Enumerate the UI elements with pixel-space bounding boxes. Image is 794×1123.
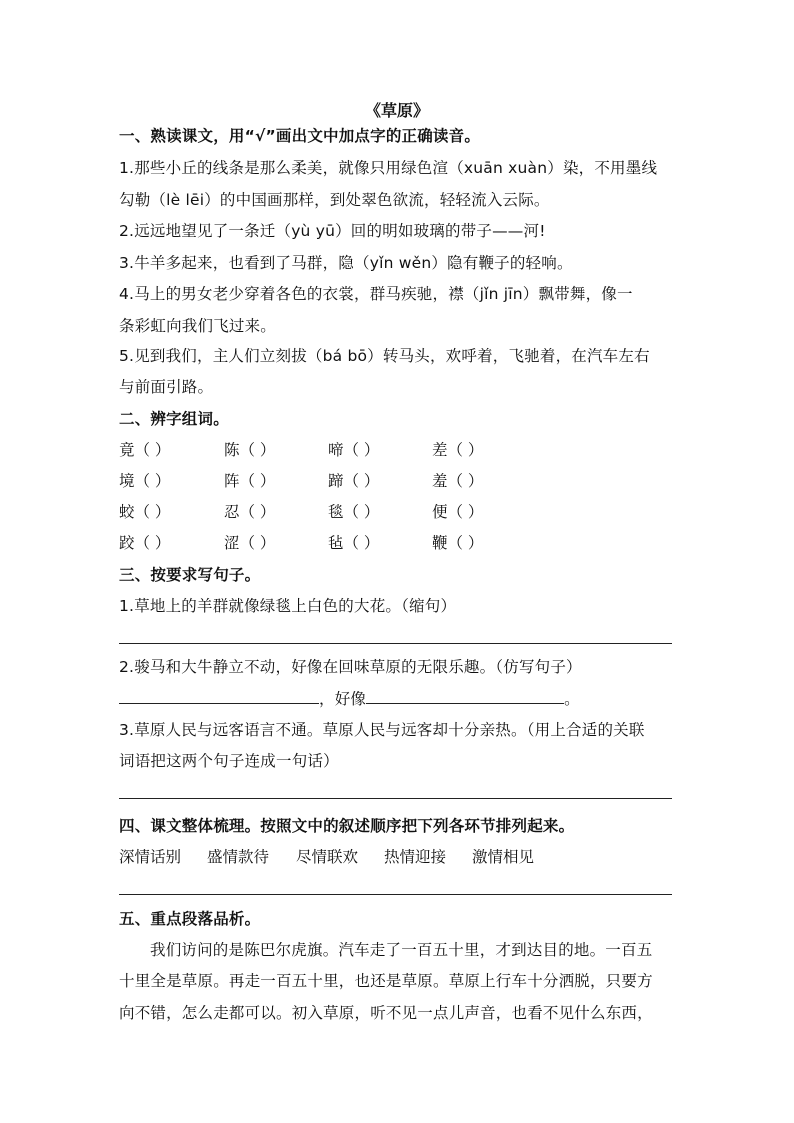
word-cell[interactable]: 羞（ ） xyxy=(432,472,484,490)
q2-prompt: 2.骏马和大牛静立不动，好像在回味草原的无限乐趣。（仿写句子） xyxy=(119,658,582,676)
section-4-heading: 四、课文整体梳理。按照文中的叙述顺序把下列各环节排列起来。 xyxy=(119,817,575,835)
s1-line: 3.牛羊多起来，也看到了马群，隐（yǐn wěn）隐有鞭子的轻响。 xyxy=(119,254,573,272)
word-cell[interactable]: 竟（ ） xyxy=(119,441,171,459)
answer-line-q3[interactable] xyxy=(119,798,672,799)
order-option: 热情迎接 xyxy=(384,848,447,866)
section-1-heading: 一、熟读课文，用“√”画出文中加点字的正确读音。 xyxy=(119,127,481,145)
q2-blank-2[interactable] xyxy=(366,687,564,704)
word-cell[interactable]: 毯（ ） xyxy=(328,503,380,521)
s1-line: 1.那些小丘的线条是那么柔美，就像只用绿色渲（xuān xuàn）染，不用墨线 xyxy=(119,159,658,177)
word-cell[interactable]: 啼（ ） xyxy=(328,441,380,459)
answer-line-order[interactable] xyxy=(119,894,672,895)
word-cell[interactable]: 便（ ） xyxy=(432,503,484,521)
s1-line: 勾勒（lè lēi）的中国画那样，到处翠色欲流，轻轻流入云际。 xyxy=(119,191,550,209)
order-option: 盛情款待 xyxy=(207,848,270,866)
word-cell[interactable]: 忍（ ） xyxy=(224,503,276,521)
section-3-heading: 三、按要求写句子。 xyxy=(119,566,261,584)
word-cell[interactable]: 鞭（ ） xyxy=(432,534,484,552)
word-cell[interactable]: 蛟（ ） xyxy=(119,503,171,521)
s1-line: 4.马上的男女老少穿着各色的衣裳，群马疾驰，襟（jǐn jīn）飘带舞，像一 xyxy=(119,285,633,303)
q2-fill-row xyxy=(119,687,580,710)
passage-line: 向不错，怎么走都可以。初入草原，听不见一点儿声音，也看不见什么东西， xyxy=(119,1004,653,1022)
answer-line-q1[interactable] xyxy=(119,643,672,644)
word-cell[interactable]: 涩（ ） xyxy=(224,534,276,552)
q2-end-text: 。 xyxy=(564,690,580,708)
s1-line: 2.远远地望见了一条迁（yù yū）回的明如玻璃的带子——河! xyxy=(119,222,546,240)
q1-prompt: 1.草地上的羊群就像绿毯上白色的大花。（缩句） xyxy=(119,597,457,615)
word-cell[interactable]: 跤（ ） xyxy=(119,534,171,552)
s1-line: 5.见到我们，主人们立刻拔（bá bō）转马头，欢呼着，飞驰着，在汽车左右 xyxy=(119,347,650,365)
word-cell[interactable]: 差（ ） xyxy=(432,441,484,459)
order-option: 尽情联欢 xyxy=(296,848,359,866)
page-title: 《草原》 xyxy=(364,101,429,120)
passage-line: 我们访问的是陈巴尔虎旗。汽车走了一百五十里，才到达目的地。一百五 xyxy=(150,941,653,959)
order-option: 深情话别 xyxy=(119,848,182,866)
word-cell[interactable]: 毡（ ） xyxy=(328,534,380,552)
order-option: 激情相见 xyxy=(472,848,535,866)
s1-line: 条彩虹向我们飞过来。 xyxy=(119,317,277,335)
passage-line: 十里全是草原。再走一百五十里，也还是草原。草原上行车十分洒脱，只要方 xyxy=(119,972,653,990)
q3-prompt: 3.草原人民与远客语言不通。草原人民与远客却十分亲热。（用上合适的关联 xyxy=(119,721,645,739)
section-5-heading: 五、重点段落品析。 xyxy=(119,910,261,928)
word-cell[interactable]: 蹄（ ） xyxy=(328,472,380,490)
word-cell[interactable]: 阵（ ） xyxy=(224,472,276,490)
q2-blank-1[interactable] xyxy=(119,687,319,704)
word-cell[interactable]: 陈（ ） xyxy=(224,441,276,459)
word-cell[interactable]: 境（ ） xyxy=(119,472,171,490)
q2-mid-text: ，好像 xyxy=(319,690,367,708)
q3-prompt-cont: 词语把这两个句子连成一句话） xyxy=(119,752,339,770)
s1-line: 与前面引路。 xyxy=(119,378,214,396)
section-2-heading: 二、辨字组词。 xyxy=(119,410,229,428)
